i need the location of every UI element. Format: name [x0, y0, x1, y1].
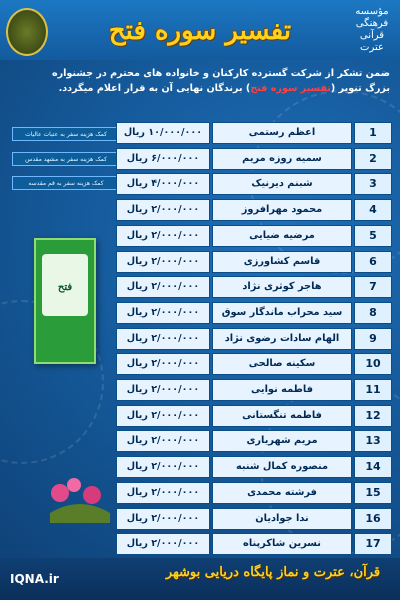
- table-row: [118, 251, 396, 271]
- intro-text: [10, 66, 390, 96]
- footer-slogan: قرآن، عترت و نماز پایگاه دریایی بوشهر: [165, 565, 381, 580]
- prize-amount: ۲/۰۰۰/۰۰۰ ریال: [116, 456, 210, 478]
- book-cover-panel: [42, 254, 88, 316]
- side-prize-2: کمک هزینه سفر به مشهد مقدس: [12, 152, 120, 166]
- winner-name: سکینه صالحی: [212, 353, 352, 375]
- rank-number: 4: [354, 199, 392, 221]
- military-emblem-logo: [6, 8, 48, 56]
- prize-amount: ۲/۰۰۰/۰۰۰ ریال: [116, 199, 210, 221]
- rank-number: 15: [354, 482, 392, 504]
- watermark: IQNA.ir: [10, 572, 59, 586]
- winner-name: ندا جوادیان: [212, 508, 352, 530]
- winner-name: فاطمه نوایی: [212, 379, 352, 401]
- rank-number: 5: [354, 225, 392, 247]
- table-row: [118, 456, 396, 476]
- prize-amount: ۲/۰۰۰/۰۰۰ ریال: [116, 302, 210, 324]
- rank-number: 11: [354, 379, 392, 401]
- highlight-text: تفسیر سوره فتح: [250, 83, 331, 94]
- winner-name: سید محراب ماندگار سوق: [212, 302, 352, 324]
- winner-name: مریم شهریاری: [212, 430, 352, 452]
- prize-amount: ۲/۰۰۰/۰۰۰ ریال: [116, 225, 210, 247]
- prize-amount: ۲/۰۰۰/۰۰۰ ریال: [116, 482, 210, 504]
- table-row: [118, 225, 396, 245]
- institute-logo: مؤسسه فرهنگی قرآنی عترت: [355, 6, 389, 53]
- table-row: [118, 122, 396, 142]
- prize-amount: ۲/۰۰۰/۰۰۰ ریال: [116, 353, 210, 375]
- table-row: [118, 379, 396, 399]
- rank-number: 1: [354, 122, 392, 144]
- prize-amount: ۱۰/۰۰۰/۰۰۰ ریال: [116, 122, 210, 144]
- prize-amount: ۲/۰۰۰/۰۰۰ ریال: [116, 328, 210, 350]
- table-row: [118, 148, 396, 168]
- winner-name: مرضیه ضیایی: [212, 225, 352, 247]
- table-row: [118, 353, 396, 373]
- rank-number: 6: [354, 251, 392, 273]
- rank-number: 7: [354, 276, 392, 298]
- table-row: [118, 405, 396, 425]
- book-cover-image: [34, 238, 96, 364]
- prize-amount: ۲/۰۰۰/۰۰۰ ریال: [116, 379, 210, 401]
- rank-number: 13: [354, 430, 392, 452]
- flower-decoration-icon: [40, 465, 120, 525]
- book-title: فتح: [57, 282, 73, 293]
- rank-number: 2: [354, 148, 392, 170]
- winner-name: منصوره کمال شنبه: [212, 456, 352, 478]
- table-row: [118, 302, 396, 322]
- winner-name: شبنم دیرنیک: [212, 173, 352, 195]
- table-row: [118, 199, 396, 219]
- winner-name: نسرین شاکرپناه: [212, 533, 352, 555]
- winner-name: الهام سادات رضوی نژاد: [212, 328, 352, 350]
- rank-number: 14: [354, 456, 392, 478]
- winner-name: اعظم رستمی: [212, 122, 352, 144]
- table-row: [118, 508, 396, 528]
- side-prize-1: کمک هزینه سفر به عتبات عالیات: [12, 127, 120, 141]
- prize-amount: ۶/۰۰۰/۰۰۰ ریال: [116, 148, 210, 170]
- rank-number: 17: [354, 533, 392, 555]
- rank-number: 12: [354, 405, 392, 427]
- winner-name: فاطمه تنگستانی: [212, 405, 352, 427]
- rank-number: 10: [354, 353, 392, 375]
- prize-amount: ۲/۰۰۰/۰۰۰ ریال: [116, 276, 210, 298]
- prize-amount: ۲/۰۰۰/۰۰۰ ریال: [116, 430, 210, 452]
- rank-number: 8: [354, 302, 392, 324]
- winner-name: قاسم کشاورزی: [212, 251, 352, 273]
- prize-amount: ۲/۰۰۰/۰۰۰ ریال: [116, 405, 210, 427]
- side-prize-3: کمک هزینه سفر به قم مقدسه: [12, 176, 120, 190]
- table-row: [118, 276, 396, 296]
- intro-line-1: ضمن تشکر از شرکت گسترده کارکنان و خانواده های محترم در جشنواره: [51, 68, 390, 79]
- prize-amount: ۲/۰۰۰/۰۰۰ ریال: [116, 508, 210, 530]
- prize-amount: ۴/۰۰۰/۰۰۰ ریال: [116, 173, 210, 195]
- winner-name: محمود مهرافروز: [212, 199, 352, 221]
- prize-amount: ۲/۰۰۰/۰۰۰ ریال: [116, 533, 210, 555]
- page-title: تفسیر سوره فتح: [108, 16, 292, 46]
- winner-name: هاجر کوثری نژاد: [212, 276, 352, 298]
- table-row: [118, 533, 396, 553]
- prize-amount: ۲/۰۰۰/۰۰۰ ریال: [116, 251, 210, 273]
- rank-number: 16: [354, 508, 392, 530]
- table-row: [118, 482, 396, 502]
- rank-number: 3: [354, 173, 392, 195]
- header: [0, 0, 400, 60]
- table-row: [118, 173, 396, 193]
- winner-name: فرشته محمدی: [212, 482, 352, 504]
- intro-line-2: بزرگ تنویر (تفسیر سوره فتح) برندگان نهایی آن به قرار اعلام میگردد.: [58, 83, 390, 94]
- table-row: [118, 328, 396, 348]
- table-row: [118, 430, 396, 450]
- winner-name: سمیه روزه مریم: [212, 148, 352, 170]
- rank-number: 9: [354, 328, 392, 350]
